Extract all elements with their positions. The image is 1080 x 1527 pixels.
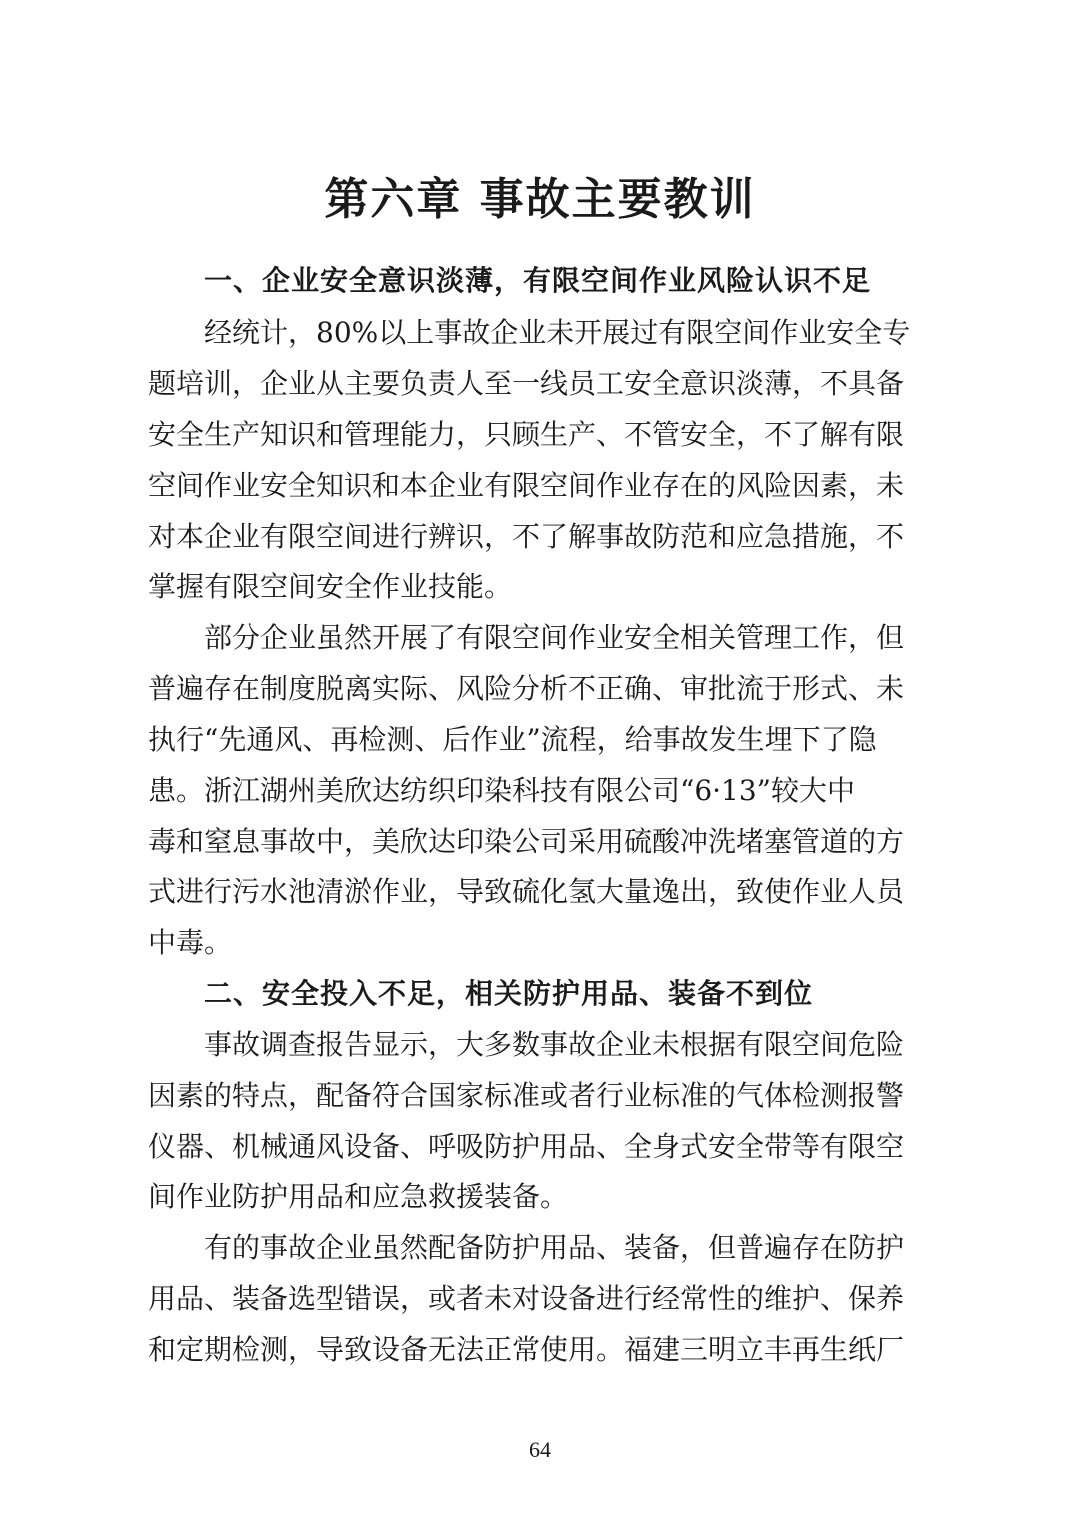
paragraph-line: 和定期检测，导致设备无法正常使用。福建三明立丰再生纸厂 <box>148 1333 905 1366</box>
paragraph-line: 用品、装备选型错误，或者未对设备进行经常性的维护、保养 <box>148 1282 905 1315</box>
paragraph-line: 间作业防护用品和应急救援装备。 <box>148 1180 569 1213</box>
paragraph-line: 仪器、机械通风设备、呼吸防护用品、全身式安全带等有限空 <box>148 1130 905 1163</box>
paragraph-line: 事故调查报告显示，大多数事故企业未根据有限空间危险 <box>204 1028 905 1061</box>
paragraph-line: 因素的特点，配备符合国家标准或者行业标准的气体检测报警 <box>148 1079 905 1112</box>
paragraph-line: 毒和窒息事故中，美欣达印染公司采用硫酸冲洗堵塞管道的方 <box>148 825 905 858</box>
paragraph-line: 对本企业有限空间进行辨识，不了解事故防范和应急措施，不 <box>148 520 905 553</box>
paragraph-line: 掌握有限空间安全作业技能。 <box>148 570 513 603</box>
paragraph-line: 中毒。 <box>148 926 233 959</box>
section-heading-1: 一、企业安全意识淡薄，有限空间作业风险认识不足 <box>204 264 872 297</box>
paragraph-line: 经统计，80%以上事故企业未开展过有限空间作业安全专 <box>204 316 911 349</box>
paragraph-line: 执行“先通风、再检测、后作业”流程，给事故发生埋下了隐 <box>148 723 877 756</box>
paragraph-line: 患。浙江湖州美欣达纺织印染科技有限公司“6·13”较大中 <box>148 774 855 807</box>
paragraph-line: 式进行污水池清淤作业，导致硫化氢大量逸出，致使作业人员 <box>148 875 905 908</box>
chapter-title: 第六章 事故主要教训 <box>324 174 756 225</box>
paragraph-line: 部分企业虽然开展了有限空间作业安全相关管理工作，但 <box>204 621 905 654</box>
paragraph-line: 有的事故企业虽然配备防护用品、装备，但普遍存在防护 <box>204 1231 905 1264</box>
paragraph-line: 安全生产知识和管理能力，只顾生产、不管安全，不了解有限 <box>148 418 905 451</box>
paragraph-line: 题培训，企业从主要负责人至一线员工安全意识淡薄，不具备 <box>148 367 905 400</box>
page-number: 64 <box>529 1437 551 1462</box>
paragraph-line: 普遍存在制度脱离实际、风险分析不正确、审批流于形式、未 <box>148 672 905 705</box>
section-heading-2: 二、安全投入不足，相关防护用品、装备不到位 <box>204 977 814 1010</box>
paragraph-line: 空间作业安全知识和本企业有限空间作业存在的风险因素，未 <box>148 469 905 502</box>
